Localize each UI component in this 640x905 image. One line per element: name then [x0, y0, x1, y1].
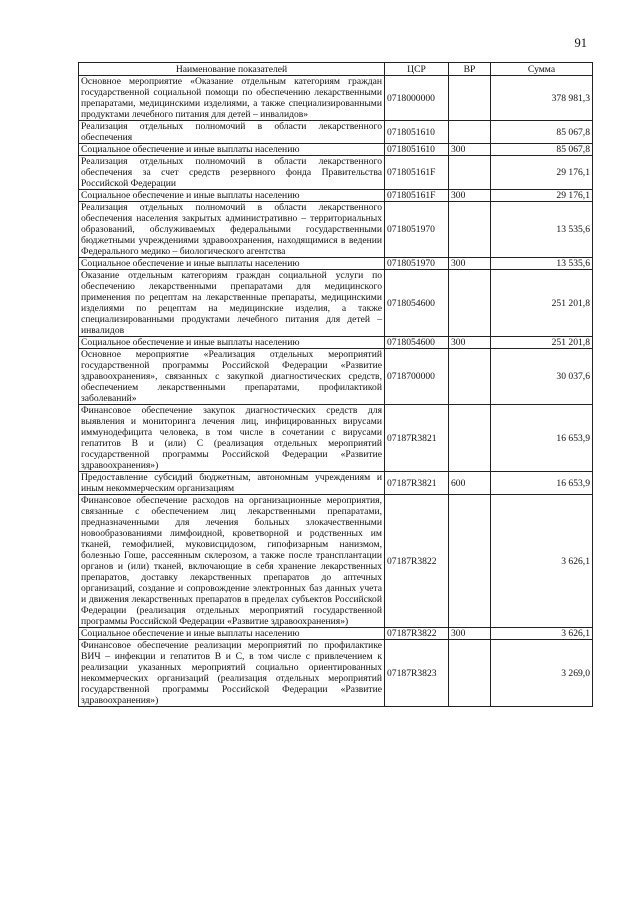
row-sum: 85 067,8: [491, 144, 593, 156]
row-vr: [449, 495, 491, 628]
row-sum: 13 535,6: [491, 258, 593, 270]
row-name: Реализация отдельных полномочий в области лекарственного обеспечения: [79, 121, 385, 144]
table-row: [79, 190, 593, 202]
row-vr: 600: [449, 472, 491, 495]
row-vr: [449, 349, 491, 405]
table-row: [79, 258, 593, 270]
row-vr: 300: [449, 190, 491, 202]
row-name: Реализация отдельных полномочий в области лекарственного обеспечения за счет средств резервного фонда Правительства Российской Федерации: [79, 156, 385, 190]
row-csr: 071805161F: [385, 156, 449, 190]
table-header-row: [79, 63, 593, 76]
row-vr: [449, 76, 491, 121]
row-name: Финансовое обеспечение расходов на организационные мероприятия, связанные с обеспечением лиц лекарственными препаратами, предназначенными для лечения больных злокачественными новообразованиями лимфоидной, кроветворной и родственных им тканей, гемофилией, муковисцидозом, гипофизарным нанизмом, болезнью Гоше, рассеянным склерозом, а также после трансплантации органов и (или) тканей, включающие в себя хранение лекарственных препаратов, доставку лекарственных препаратов до аптечных организаций, создание и сопровождение электронных баз данных учета и движения лекарственных препаратов в пределах субъектов Российской Федерации (реализация отдельных мероприятий государственной программы Российской Федерации «Развитие здравоохранения»): [79, 495, 385, 628]
header-csr: ЦСР: [385, 63, 449, 76]
row-vr: 300: [449, 144, 491, 156]
row-sum: 29 176,1: [491, 190, 593, 202]
row-vr: 300: [449, 337, 491, 349]
row-name: Социальное обеспечение и иные выплаты населению: [79, 190, 385, 202]
row-csr: 0718051970: [385, 258, 449, 270]
row-vr: 300: [449, 258, 491, 270]
row-sum: 16 653,9: [491, 472, 593, 495]
table-row: [79, 202, 593, 258]
row-csr: 0718700000: [385, 349, 449, 405]
row-sum: 251 201,8: [491, 270, 593, 337]
row-vr: [449, 270, 491, 337]
row-csr: 0718054600: [385, 270, 449, 337]
row-sum: 3 626,1: [491, 495, 593, 628]
table-row: [79, 337, 593, 349]
row-vr: [449, 202, 491, 258]
row-csr: 0718051610: [385, 121, 449, 144]
row-vr: [449, 156, 491, 190]
row-vr: [449, 405, 491, 472]
row-csr: 07187R3821: [385, 405, 449, 472]
row-sum: 13 535,6: [491, 202, 593, 258]
row-csr: 071805161F: [385, 190, 449, 202]
row-vr: [449, 640, 491, 707]
table-row: [79, 156, 593, 190]
row-csr: 07187R3821: [385, 472, 449, 495]
row-name: Финансовое обеспечение реализации мероприятий по профилактике ВИЧ – инфекции и гепатитов В и С, в том числе с привлечением к реализации указанных мероприятий социально ориентированных некоммерческих организаций (реализация отдельных мероприятий государственной программы Российской Федерации «Развитие здравоохранения»): [79, 640, 385, 707]
row-sum: 16 653,9: [491, 405, 593, 472]
row-name: Социальное обеспечение и иные выплаты населению: [79, 337, 385, 349]
row-name: Оказание отдельным категориям граждан социальной услуги по обеспечению лекарственными препаратами для медицинского применения по рецептам на лекарственные препараты, медицинскими изделиями по рецептам на медицинские изделия, а также специализированными продуктами лечебного питания для детей – инвалидов: [79, 270, 385, 337]
row-sum: 30 037,6: [491, 349, 593, 405]
table-row: [79, 640, 593, 707]
table-row: [79, 121, 593, 144]
row-sum: 3 269,0: [491, 640, 593, 707]
table-row: [79, 270, 593, 337]
table-row: [79, 495, 593, 628]
row-sum: 378 981,3: [491, 76, 593, 121]
row-name: Основное мероприятие «Реализация отдельных мероприятий государственной программы Российской Федерации «Развитие здравоохранения», связанных с закупкой диагностических средств, обеспечением лекарственными препаратами, профилактикой заболеваний»: [79, 349, 385, 405]
row-name: Социальное обеспечение и иные выплаты населению: [79, 144, 385, 156]
row-sum: 29 176,1: [491, 156, 593, 190]
row-csr: 07187R3823: [385, 640, 449, 707]
table-row: [79, 472, 593, 495]
row-vr: 300: [449, 628, 491, 640]
row-csr: 0718051610: [385, 144, 449, 156]
row-sum: 251 201,8: [491, 337, 593, 349]
budget-table: [78, 62, 593, 707]
table-row: [79, 144, 593, 156]
row-name: Основное мероприятие «Оказание отдельным категориям граждан государственной социальной помощи по обеспечению лекарственными препаратами, медицинскими изделиями, а также специализированными продуктами лечебного питания для детей – инвалидов»: [79, 76, 385, 121]
row-csr: 07187R3822: [385, 628, 449, 640]
row-csr: 07187R3822: [385, 495, 449, 628]
table-row: [79, 405, 593, 472]
header-sum: Сумма: [491, 63, 593, 76]
row-name: Социальное обеспечение и иные выплаты населению: [79, 258, 385, 270]
header-vr: ВР: [449, 63, 491, 76]
row-sum: 3 626,1: [491, 628, 593, 640]
row-csr: 0718054600: [385, 337, 449, 349]
table-row: [79, 349, 593, 405]
page-number: 91: [574, 36, 587, 50]
header-name: Наименование показателей: [79, 63, 385, 76]
table-row: [79, 76, 593, 121]
row-vr: [449, 121, 491, 144]
row-csr: 0718051970: [385, 202, 449, 258]
row-name: Финансовое обеспечение закупок диагностических средств для выявления и мониторинга лечения лиц, инфицированных вирусами иммунодефицита человека, в том числе в сочетании с вирусами гепатитов В и (или) С (реализация отдельных мероприятий государственной программы Российской Федерации «Развитие здравоохранения»): [79, 405, 385, 472]
row-sum: 85 067,8: [491, 121, 593, 144]
row-csr: 0718000000: [385, 76, 449, 121]
row-name: Предоставление субсидий бюджетным, автономным учреждениям и иным некоммерческим организациям: [79, 472, 385, 495]
row-name: Социальное обеспечение и иные выплаты населению: [79, 628, 385, 640]
row-name: Реализация отдельных полномочий в области лекарственного обеспечения населения закрытых административно – территориальных образований, обслуживаемых федеральными государственными бюджетными учреждениями здравоохранения, находящимися в ведении Федерального медико – биологического агентства: [79, 202, 385, 258]
table-row: [79, 628, 593, 640]
